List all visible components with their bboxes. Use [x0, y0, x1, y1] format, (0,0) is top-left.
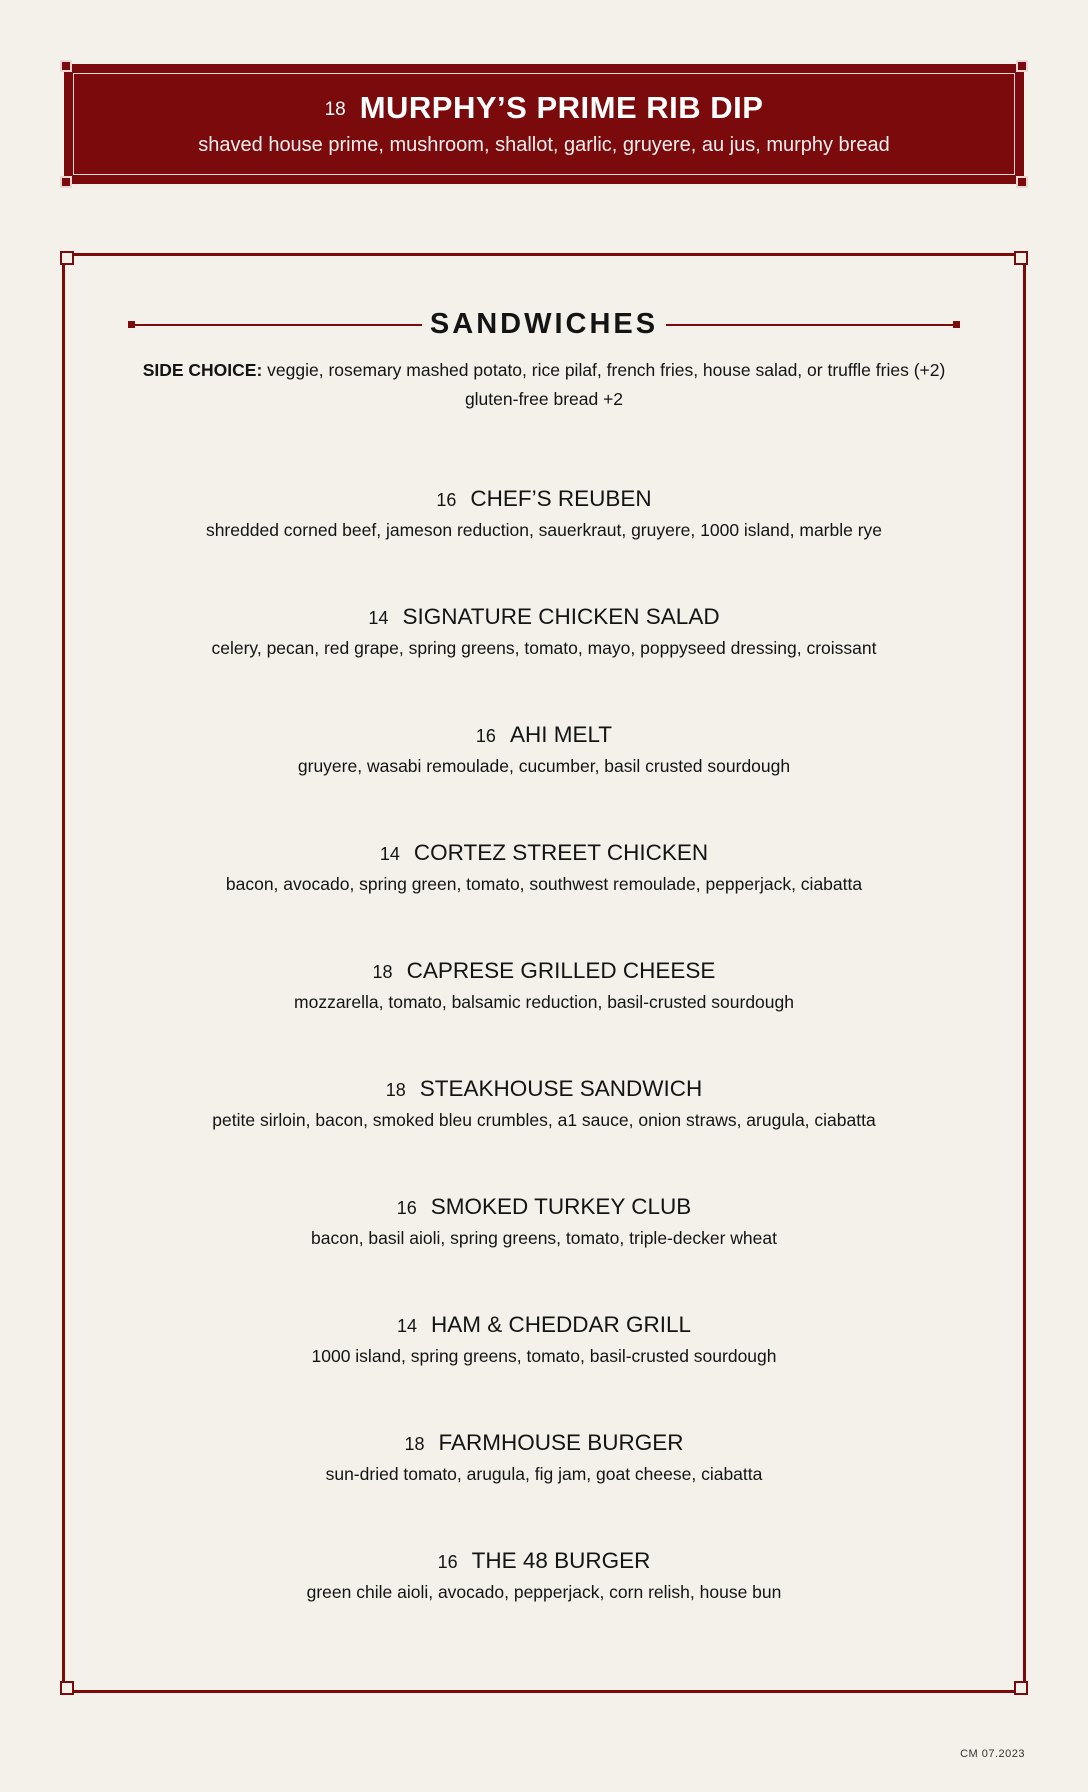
- feature-banner: [64, 64, 1024, 184]
- menu-item: [80, 1192, 1008, 1310]
- item-description: petite sirloin, bacon, smoked bleu crumbles, a1 sauce, onion straws, arugula, ciabatta: [212, 1110, 876, 1130]
- item-price: 18: [404, 1434, 425, 1454]
- item-name: CHEF’S REUBEN: [470, 486, 652, 511]
- side-choice-text: veggie, rosemary mashed potato, rice pilaf, french fries, house salad, or truffle fries (+2): [267, 360, 946, 380]
- side-choice-note: [90, 356, 998, 414]
- item-description: green chile aioli, avocado, pepperjack, corn relish, house bun: [306, 1582, 782, 1602]
- side-choice-label: SIDE CHOICE:: [142, 360, 263, 380]
- item-description: bacon, basil aioli, spring greens, tomato, triple-decker wheat: [311, 1228, 777, 1248]
- footer-code: CM 07.2023: [960, 1748, 1025, 1760]
- menu-item: [80, 1310, 1008, 1428]
- item-description: shredded corned beef, jameson reduction, sauerkraut, gruyere, 1000 island, marble rye: [205, 520, 883, 540]
- frame-corner-ornament: [60, 1681, 74, 1695]
- menu-item: [80, 720, 1008, 838]
- banner-corner-ornament: [60, 176, 72, 188]
- frame-corner-ornament: [1014, 1681, 1028, 1695]
- item-name: CAPRESE GRILLED CHEESE: [406, 958, 716, 983]
- item-description: sun-dried tomato, arugula, fig jam, goat cheese, ciabatta: [325, 1464, 763, 1484]
- menu-item: [80, 484, 1008, 602]
- gluten-free-note: gluten-free bread +2: [464, 389, 624, 409]
- menu-item: [80, 602, 1008, 720]
- section-title: SANDWICHES: [429, 308, 659, 340]
- item-name: CORTEZ STREET CHICKEN: [413, 840, 709, 865]
- item-price: 18: [385, 1080, 406, 1100]
- item-price: 16: [436, 490, 457, 510]
- heading-rule-right: [666, 324, 956, 326]
- item-description: 1000 island, spring greens, tomato, basil-crusted sourdough: [311, 1346, 777, 1366]
- menu-item: [80, 1074, 1008, 1192]
- item-price: 14: [368, 608, 389, 628]
- item-name: STEAKHOUSE SANDWICH: [419, 1076, 703, 1101]
- menu-item: [80, 1546, 1008, 1664]
- feature-price: 18: [324, 99, 346, 120]
- item-price: 14: [396, 1316, 417, 1336]
- item-name: SMOKED TURKEY CLUB: [430, 1194, 692, 1219]
- item-price: 14: [379, 844, 400, 864]
- item-description: mozzarella, tomato, balsamic reduction, basil-crusted sourdough: [294, 992, 794, 1012]
- frame-corner-ornament: [60, 251, 74, 265]
- menu-item: [80, 1428, 1008, 1546]
- item-name: HAM & CHEDDAR GRILL: [430, 1312, 692, 1337]
- feature-description: shaved house prime, mushroom, shallot, garlic, gruyere, au jus, murphy bread: [198, 134, 890, 156]
- item-description: bacon, avocado, spring green, tomato, southwest remoulade, pepperjack, ciabatta: [225, 874, 863, 894]
- menu-item: [80, 838, 1008, 956]
- item-name: SIGNATURE CHICKEN SALAD: [402, 604, 720, 629]
- feature-name: MURPHY’S PRIME RIB DIP: [359, 90, 764, 125]
- item-price: 18: [372, 962, 393, 982]
- section-heading: [128, 308, 960, 342]
- item-description: celery, pecan, red grape, spring greens, tomato, mayo, poppyseed dressing, croissant: [211, 638, 877, 658]
- item-description: gruyere, wasabi remoulade, cucumber, basil crusted sourdough: [297, 756, 791, 776]
- banner-corner-ornament: [1016, 176, 1028, 188]
- item-price: 16: [437, 1552, 458, 1572]
- item-price: 16: [475, 726, 496, 746]
- rule-end-ornament: [953, 321, 960, 328]
- menu-items: [80, 484, 1008, 1664]
- item-name: THE 48 BURGER: [471, 1548, 651, 1573]
- feature-title-row: [64, 90, 1024, 126]
- item-name: FARMHOUSE BURGER: [438, 1430, 684, 1455]
- banner-corner-ornament: [60, 60, 72, 72]
- banner-corner-ornament: [1016, 60, 1028, 72]
- item-name: AHI MELT: [509, 722, 613, 747]
- menu-item: [80, 956, 1008, 1074]
- frame-corner-ornament: [1014, 251, 1028, 265]
- item-price: 16: [396, 1198, 417, 1218]
